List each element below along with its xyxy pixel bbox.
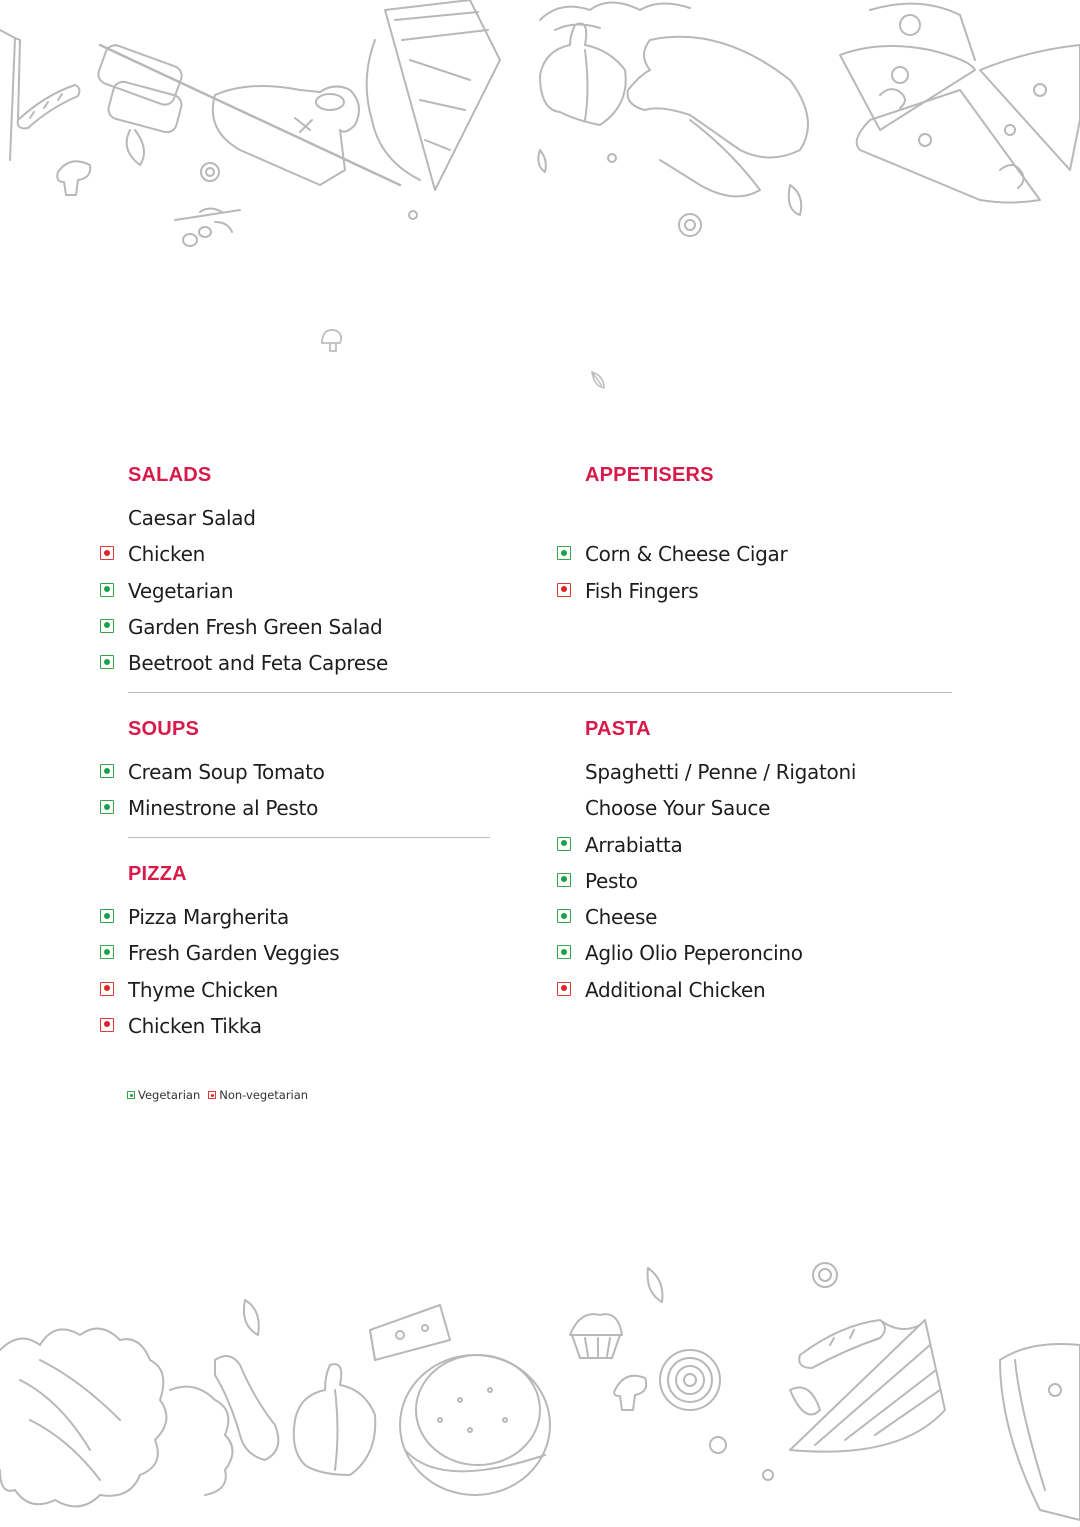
pasta-section [557,716,977,1008]
menu-item [557,899,977,935]
menu-item [557,863,977,899]
bell-pepper-icon [294,1364,376,1475]
menu-item-label: Vegetarian [128,578,234,603]
menu-item [100,972,500,1008]
burger-icon [400,1355,550,1495]
menu-item [557,972,977,1008]
menu-item-label: Cream Soup Tomato [128,760,325,784]
leaf-icon [648,1268,663,1302]
section-divider [128,837,490,838]
menu-item-label: Thyme Chicken [128,977,279,1002]
menu-item-label: Caesar Salad [128,506,256,530]
menu-item-label: Aglio Olio Peperoncino [585,941,803,966]
skewer-icon [96,43,400,185]
menu-item [100,754,500,790]
menu-item-label: Chicken [128,542,205,567]
veg-marker-icon [100,655,114,669]
veg-marker-icon [557,945,571,959]
menu-item [100,1008,500,1044]
sandwich-icon [367,0,500,190]
menu-item [557,790,977,826]
bottom-food-sketch-border [0,1250,1080,1527]
menu-item-label: Corn & Cheese Cigar [585,542,788,567]
menu-item-label: Chicken Tikka [128,1013,262,1038]
pizza-items [100,899,500,1044]
menu-item [100,645,500,681]
sausage-icon [799,1320,885,1368]
lettuce-icon [540,3,690,31]
pizza-slice-icon [840,45,1080,203]
menu-item [100,500,500,536]
salads-items [100,500,500,681]
nonveg-marker-icon [100,546,114,560]
menu-item [557,500,957,536]
diet-legend [127,1088,308,1102]
section-title: PASTA [585,718,651,740]
cupcake-icon [570,1314,622,1358]
leaf-icon [244,1300,259,1335]
legend-veg-label: Vegetarian [138,1088,201,1102]
appetisers-section [557,462,957,609]
menu-item-label: Beetroot and Feta Caprese [128,651,389,676]
veg-marker-icon [100,909,114,923]
lettuce-icon [0,1329,233,1507]
menu-item-label: Choose Your Sauce [585,796,771,821]
veg-marker-icon [557,546,571,560]
menu-item-label: Arrabiatta [585,832,683,857]
veg-marker-icon [100,945,114,959]
section-title: SOUPS [128,718,200,740]
sausage-icon [18,85,80,128]
bell-pepper-icon [540,24,626,125]
onion-slice-icon [813,1263,837,1287]
nonveg-marker-icon [557,583,571,597]
mushroom-icon [318,325,348,355]
menu-item-label: Spaghetti / Penne / Rigatoni [585,760,857,784]
section-divider [128,692,952,693]
section-title: PIZZA [128,863,187,885]
menu-item [557,935,977,971]
menu-item-label: Fresh Garden Veggies [128,941,340,966]
menu-item-label: Minestrone al Pesto [128,796,319,821]
mushroom-icon [614,1376,646,1410]
salads-section [100,462,500,681]
veg-marker-icon [100,764,114,778]
menu-item [100,935,500,971]
olive-branch-icon [175,209,240,251]
chicken-leg-icon [628,37,808,197]
soups-section [100,716,500,827]
soups-items [100,754,500,827]
pizza-slice-icon [1000,1344,1080,1520]
veg-marker-icon [557,837,571,851]
veg-marker-icon [100,800,114,814]
menu-item [557,536,957,572]
nonveg-marker-icon [100,982,114,996]
pizza-section [100,861,500,1044]
nonveg-marker-icon [100,1018,114,1032]
menu-item [557,754,977,790]
veg-marker-icon [557,909,571,923]
cheese-wedge-icon [370,1305,450,1360]
section-title: SALADS [128,464,212,486]
top-food-sketch-border [0,0,1080,250]
menu-item-label: Cheese [585,905,658,930]
sandwich-icon [790,1320,945,1452]
veg-marker-icon [100,619,114,633]
pasta-items [557,754,977,1008]
section-title: APPETISERS [585,464,714,486]
leaf-icon [588,368,608,392]
menu-item-label: Additional Chicken [585,977,766,1002]
legend-nonveg-label: Non-vegetarian [219,1088,309,1102]
menu-item [557,827,977,863]
onion-slice-icon [660,1350,720,1410]
menu-item [557,573,957,609]
veg-marker-icon [557,873,571,887]
menu-item [100,573,500,609]
veg-marker-icon [127,1091,135,1099]
glass-icon [0,30,20,160]
appetisers-items [557,500,957,609]
menu-item-label: Pizza Margherita [128,905,289,929]
menu-item [100,899,500,935]
menu-item [100,790,500,826]
pizza-slice-icon [870,4,975,60]
leaf-icon [790,1388,820,1415]
menu-item-label: Pesto [585,868,638,893]
menu-item [100,609,500,645]
nonveg-marker-icon [557,982,571,996]
veg-marker-icon [100,583,114,597]
mushroom-icon [57,161,90,195]
nonveg-marker-icon [208,1091,216,1099]
menu-item [100,536,500,572]
lamb-chop-icon [213,86,359,185]
menu-item-label: Garden Fresh Green Salad [128,614,383,639]
menu-item-label: Fish Fingers [585,578,699,603]
